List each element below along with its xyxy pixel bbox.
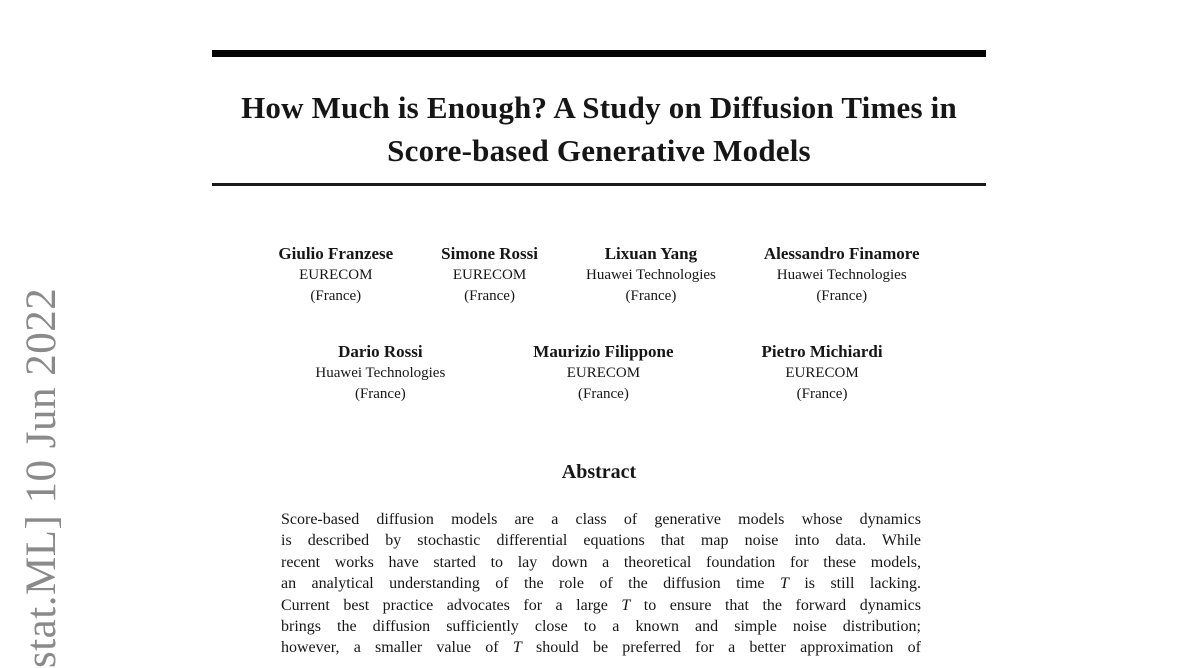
author-affiliation: EURECOM xyxy=(785,365,859,381)
author-name: Pietro Michiardi xyxy=(761,342,883,361)
author-country: (France) xyxy=(796,386,848,402)
abstract-line: recent works have started to lay down a theoretical foundation for these models, xyxy=(281,553,921,571)
paper-title-line1: How Much is Enough? A Study on Diffusion Times in xyxy=(241,90,957,125)
author-block xyxy=(278,243,393,307)
authors-row-2 xyxy=(182,341,1016,405)
top-rule xyxy=(212,50,986,57)
abstract-line: however, a smaller value of T should be preferred for a better approximation of xyxy=(281,639,921,657)
abstract-heading: Abstract xyxy=(561,461,637,483)
author-block xyxy=(441,243,538,307)
author-name: Alessandro Finamore xyxy=(763,244,920,263)
author-block xyxy=(764,243,920,307)
author-block xyxy=(586,243,716,307)
title-rule xyxy=(212,183,986,186)
author-country: (France) xyxy=(816,288,868,304)
author-country: (France) xyxy=(625,288,677,304)
author-affiliation: Huawei Technologies xyxy=(315,365,446,381)
author-country: (France) xyxy=(464,288,515,304)
author-name: Simone Rossi xyxy=(441,244,538,263)
author-block xyxy=(762,341,883,405)
arxiv-watermark: stat.ML] 10 Jun 2022 xyxy=(18,287,65,668)
paper-title xyxy=(182,86,1016,172)
abstract-line: is described by stochastic differential equations that map noise into data. While xyxy=(281,532,921,550)
abstract-line: Score-based diffusion models are a class of generative models whose dynamics xyxy=(281,511,921,528)
author-affiliation: EURECOM xyxy=(566,365,641,381)
author-name: Maurizio Filippone xyxy=(533,342,674,361)
author-country: (France) xyxy=(578,386,629,402)
author-affiliation: EURECOM xyxy=(299,267,373,283)
abstract-line: brings the diffusion sufficiently close to a known and simple noise distribution; xyxy=(281,617,921,635)
paper-title-line2: Score-based Generative Models xyxy=(387,133,811,168)
author-name: Dario Rossi xyxy=(338,342,423,361)
author-affiliation: Huawei Technologies xyxy=(585,267,716,283)
abstract-line: Current best practice advocates for a large T to ensure that the forward dynamics xyxy=(281,596,922,614)
author-affiliation: Huawei Technologies xyxy=(776,267,907,283)
author-block xyxy=(315,341,445,405)
author-affiliation: EURECOM xyxy=(452,267,527,283)
abstract-body xyxy=(281,509,921,659)
abstract-line: an analytical understanding of the role of the diffusion time T is still lacking. xyxy=(281,575,921,593)
author-name: Giulio Franzese xyxy=(278,244,394,263)
author-country: (France) xyxy=(354,386,406,402)
author-name: Lixuan Yang xyxy=(604,244,698,263)
author-country: (France) xyxy=(310,288,362,304)
authors-row-1 xyxy=(182,243,1016,307)
author-block xyxy=(533,341,673,405)
